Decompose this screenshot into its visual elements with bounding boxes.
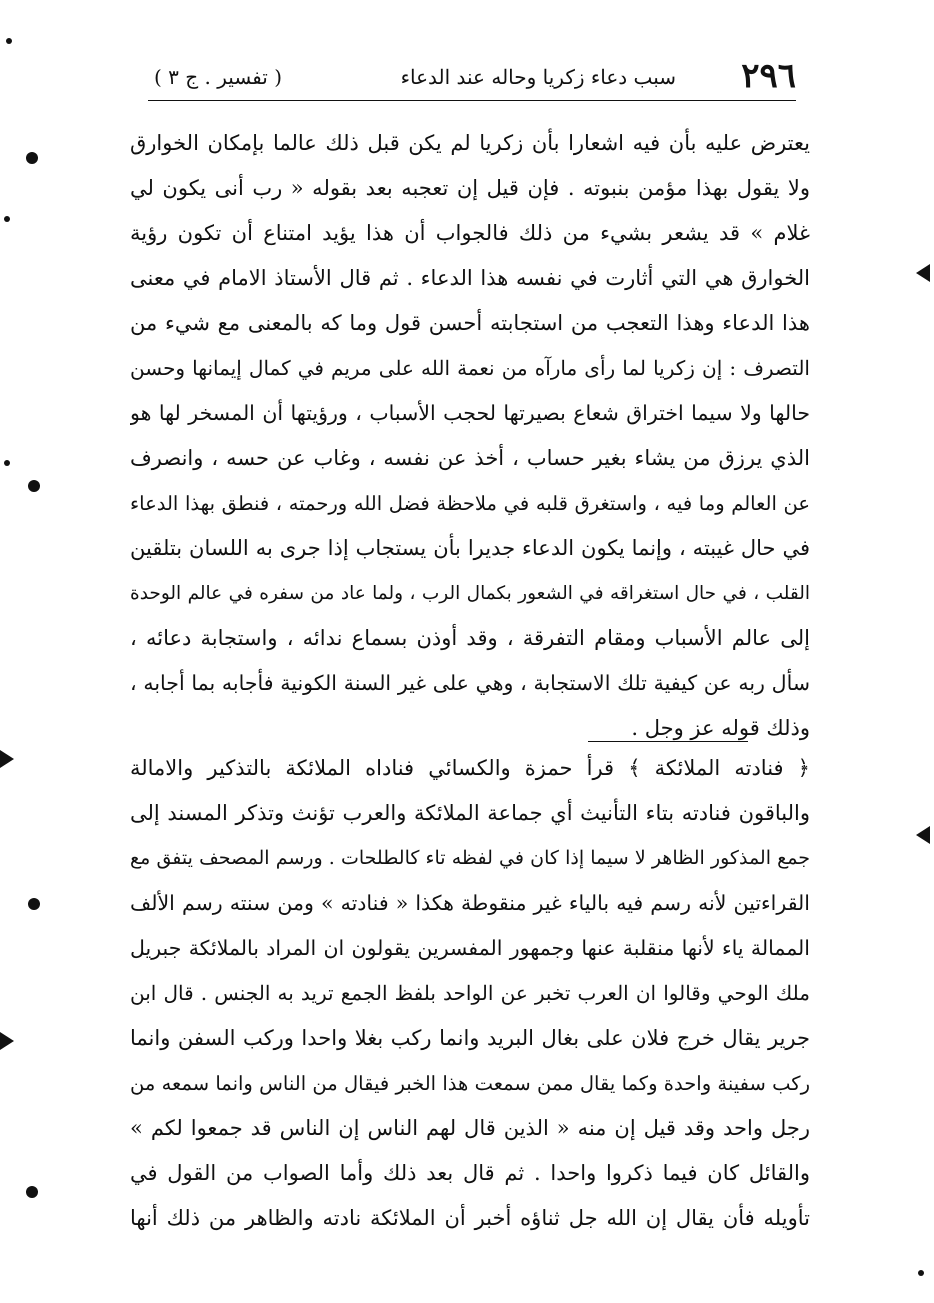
text-line: القراءتين لأنه رسم فيه بالياء غير منقوطة هكذا « فنادته » ومن سنته رسم الألف — [130, 891, 810, 915]
text-line: رجل واحد وقد قيل إن منه « الذين قال لهم الناس إن الناس قد جمعوا لكم » — [130, 1116, 810, 1140]
text-line: التصرف : إن زكريا لما رأى مارآه من نعمة الله على مريم في كمال إيمانها وحسن — [130, 356, 810, 380]
text-line: هذا الدعاء وهذا التعجب من استجابته أحسن قول وما كه بالمعنى مع شيء من — [130, 311, 810, 335]
section-divider — [588, 741, 748, 742]
scan-mark — [0, 750, 14, 768]
text-line: حالها ولا سيما اختراق شعاع بصيرتها لحجب الأسباب ، ورؤيتها أن المسخر لها هو — [130, 401, 810, 425]
scan-mark — [918, 1270, 924, 1276]
text-line: الممالة ياء لأنها منقلبة عنها وجمهور المفسرين يقولون ان المراد بالملائكة جبريل — [130, 936, 810, 960]
text-line: يعترض عليه بأن فيه اشعارا بأن زكريا لم يكن قبل ذلك عالما بإمكان الخوارق — [130, 131, 810, 155]
scan-mark — [28, 898, 40, 910]
text-line: غلام » قد يشعر بشيء من ذلك فالجواب أن هذا يؤيد امتناع أن تكون رؤية — [130, 221, 810, 245]
page-header — [148, 58, 796, 94]
text-line: جمع المذكور الظاهر لا سيما إذا كان في لفظه تاء كالطلحات . ورسم المصحف يتفق مع — [130, 847, 810, 869]
text-line: الذي يرزق من يشاء بغير حساب ، أخذ عن نفسه ، وغاب عن حسه ، وانصرف — [130, 446, 810, 470]
book-reference: ( تفسير . ج ٣ ) — [154, 65, 283, 89]
text-line: القلب ، في حال استغراقه في الشعور بكمال الرب ، ولما عاد من سفره في عالم الوحدة — [130, 583, 810, 604]
scan-mark — [28, 480, 40, 492]
scan-mark — [0, 1032, 14, 1050]
scan-mark — [4, 216, 10, 222]
text-line: عن العالم وما فيه ، واستغرق قلبه في ملاحظة فضل الله ورحمته ، فنطق بهذا الدعاء — [130, 492, 810, 515]
scan-mark — [916, 264, 930, 282]
text-line: والباقون فنادته بتاء التأنيث أي جماعة الملائكة والعرب تؤنث وتذكر المسند إلى — [130, 801, 810, 825]
text-line: جرير يقال خرج فلان على بغال البريد وانما ركب بغلا واحدا وركب السفن وانما — [130, 1026, 810, 1050]
text-line: الخوارق هي التي أثارت في نفسه هذا الدعاء . ثم قال الأستاذ الامام في معنى — [130, 266, 810, 290]
scan-mark — [4, 460, 10, 466]
text-line: سأل ربه عن كيفية تلك الاستجابة ، وهي على غير السنة الكونية فأجابه بما أجابه ، — [130, 671, 810, 695]
running-title: سبب دعاء زكريا وحاله عند الدعاء — [400, 65, 676, 89]
text-line: تأويله فأن يقال إن الله جل ثناؤه أخبر أن الملائكة نادته والظاهر من ذلك أنها — [130, 1206, 810, 1230]
text-line: في حال غيبته ، وإنما يكون الدعاء جديرا بأن يستجاب إذا جرى به اللسان بتلقين — [130, 536, 810, 560]
text-line: ولا يقول بهذا مؤمن بنبوته . فإن قيل إن تعجبه بعد بقوله « رب أنى يكون لي — [130, 176, 810, 200]
scan-mark — [26, 152, 38, 164]
scan-mark — [26, 1186, 38, 1198]
paragraph-1 — [130, 121, 810, 751]
page-number: ٢٩٦ — [741, 56, 796, 96]
paragraph-2 — [130, 746, 810, 1241]
text-line: وذلك قوله عز وجل . — [631, 716, 810, 740]
text-line: ﴿ فنادته الملائكة ﴾ قرأ حمزة والكسائي فناداه الملائكة بالتذكير والامالة — [130, 756, 810, 780]
header-rule — [148, 100, 796, 101]
text-line: إلى عالم الأسباب ومقام التفرقة ، وقد أوذن بسماع ندائه ، واستجابة دعائه ، — [130, 626, 810, 650]
text-line: ركب سفينة واحدة وكما يقال ممن سمعت هذا الخبر فيقال من الناس وانما سمعه من — [130, 1072, 810, 1095]
scan-mark — [916, 826, 930, 844]
scan-mark — [6, 38, 12, 44]
text-line: والقائل كان فيما ذكروا واحدا . ثم قال بعد ذلك وأما الصواب من القول في — [130, 1161, 810, 1185]
text-line: ملك الوحي وقالوا ان العرب تخبر عن الواحد بلفظ الجمع تريد به الجنس . قال ابن — [130, 981, 810, 1005]
